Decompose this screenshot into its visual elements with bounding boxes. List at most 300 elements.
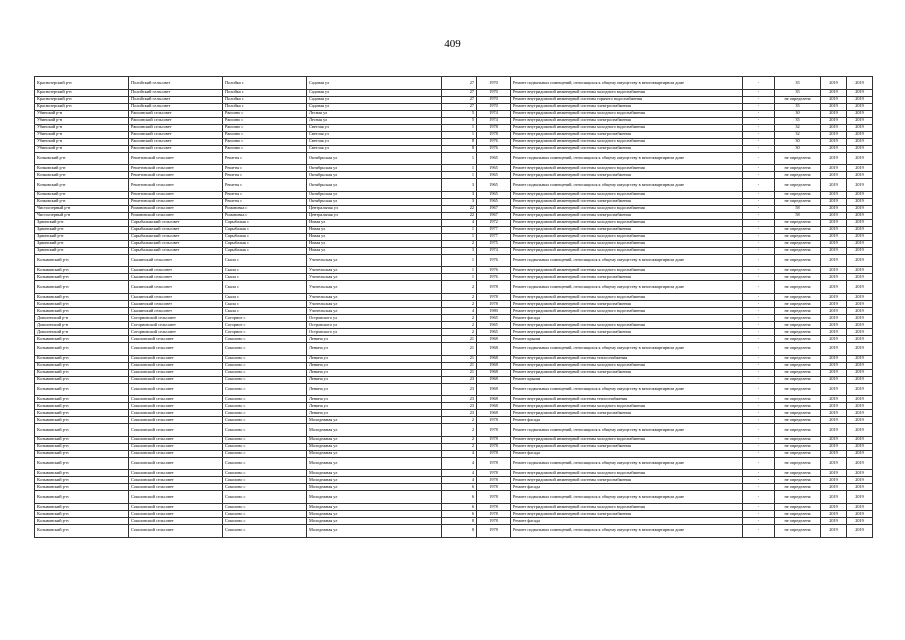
start-year-cell: 2019: [821, 510, 847, 517]
work-type-cell: Ремонт внутридомовой инженерной системы электроснабжения: [511, 212, 743, 219]
street-cell: Лесная ул: [307, 117, 442, 124]
work-type-cell: Ремонт крыши: [511, 335, 743, 342]
house-number-cell: 1: [442, 152, 477, 165]
council-cell: Соколовский сельсовет: [129, 470, 223, 477]
street-cell: Островского ул: [307, 314, 442, 321]
council-cell: Раисинский сельсовет: [129, 110, 223, 117]
house-number-cell: 8: [442, 524, 477, 537]
council-cell: Соколовский сельсовет: [129, 410, 223, 417]
start-year-cell: 2019: [821, 179, 847, 192]
start-year-cell: 2019: [821, 450, 847, 457]
cost-cell: не определена: [775, 510, 821, 517]
work-type-cell: Ремонт внутридомовой инженерной системы холодного водоснабжения: [511, 191, 743, 198]
council-cell: Полойский сельсовет: [129, 77, 223, 90]
district-cell: Колыванский р-н: [35, 300, 129, 307]
end-year-cell: 2019: [847, 503, 873, 510]
work-type-cell: Ремонт внутридомовой инженерной системы холодного водоснабжения: [511, 436, 743, 443]
work-type-cell: Ремонт внутридомовой инженерной системы холодного водоснабжения: [511, 267, 743, 274]
house-number-cell: 21: [442, 342, 477, 355]
start-year-cell: 2019: [821, 110, 847, 117]
work-type-cell: Ремонт внутридомовой инженерной системы электроснабжения: [511, 410, 743, 417]
dash-cell: -: [743, 165, 775, 172]
cost-cell: не определена: [775, 328, 821, 335]
end-year-cell: 2019: [847, 484, 873, 491]
settlement-cell: Соколово с: [223, 355, 307, 362]
settlement-cell: Раисино с: [223, 145, 307, 152]
street-cell: Центральная ул: [307, 212, 442, 219]
end-year-cell: 2019: [847, 226, 873, 233]
end-year-cell: 2019: [847, 254, 873, 267]
settlement-cell: Согорное с: [223, 328, 307, 335]
build-year-cell: 1970: [477, 96, 511, 103]
table-row: [35, 240, 873, 247]
council-cell: Раисинский сельсовет: [129, 124, 223, 131]
council-cell: Скалинский сельсовет: [129, 267, 223, 274]
settlement-cell: Соколово с: [223, 510, 307, 517]
start-year-cell: 2019: [821, 281, 847, 294]
cost-cell: не определена: [775, 307, 821, 314]
house-number-cell: 6: [442, 503, 477, 510]
dash-cell: -: [743, 77, 775, 90]
house-number-cell: 2: [442, 314, 477, 321]
district-cell: Колыванский р-н: [35, 335, 129, 342]
district-cell: Колыванский р-н: [35, 355, 129, 362]
start-year-cell: 2019: [821, 362, 847, 369]
cost-cell: не определена: [775, 362, 821, 369]
street-cell: Молодежная ул: [307, 443, 442, 450]
settlement-cell: Романовка с: [223, 205, 307, 212]
street-cell: Ленина ул: [307, 342, 442, 355]
dash-cell: -: [743, 457, 775, 470]
dash-cell: -: [743, 376, 775, 383]
district-cell: Колыванский р-н: [35, 443, 129, 450]
district-cell: Колыванский р-н: [35, 383, 129, 396]
cost-cell: не определена: [775, 281, 821, 294]
dash-cell: -: [743, 219, 775, 226]
settlement-cell: Скала с: [223, 281, 307, 294]
council-cell: Соколовский сельсовет: [129, 510, 223, 517]
end-year-cell: 2019: [847, 403, 873, 410]
work-type-cell: Ремонт внутридомовой инженерной системы холодного водоснабжения: [511, 165, 743, 172]
table-row: [35, 524, 873, 537]
work-type-cell: Ремонт внутридомовой инженерной системы электроснабжения: [511, 226, 743, 233]
settlement-cell: Полойка с: [223, 89, 307, 96]
settlement-cell: Романовка с: [223, 212, 307, 219]
table-row: [35, 172, 873, 179]
build-year-cell: 1978: [477, 436, 511, 443]
council-cell: Соколовский сельсовет: [129, 450, 223, 457]
street-cell: Светлая ул: [307, 138, 442, 145]
start-year-cell: 2019: [821, 226, 847, 233]
council-cell: Соколовский сельсовет: [129, 436, 223, 443]
settlement-cell: Соколово с: [223, 342, 307, 355]
house-number-cell: 22: [442, 212, 477, 219]
council-cell: Соколовский сельсовет: [129, 424, 223, 437]
council-cell: Романовский сельсовет: [129, 212, 223, 219]
dash-cell: -: [743, 510, 775, 517]
build-year-cell: 1978: [477, 281, 511, 294]
start-year-cell: 2019: [821, 89, 847, 96]
table-row: [35, 110, 873, 117]
cost-cell: не определена: [775, 321, 821, 328]
table-row: [35, 96, 873, 103]
work-type-cell: Ремонт внутридомовой инженерной системы холодного водоснабжения: [511, 293, 743, 300]
cost-cell: не определена: [775, 198, 821, 205]
end-year-cell: 2019: [847, 212, 873, 219]
street-cell: Новая ул: [307, 240, 442, 247]
street-cell: Молодежная ул: [307, 477, 442, 484]
settlement-cell: Решеты с: [223, 165, 307, 172]
build-year-cell: 1976: [477, 274, 511, 281]
dash-cell: -: [743, 484, 775, 491]
district-cell: Краснозерский р-н: [35, 77, 129, 90]
table-row: [35, 307, 873, 314]
council-cell: Скалинский сельсовет: [129, 274, 223, 281]
build-year-cell: 1978: [477, 457, 511, 470]
build-year-cell: 1974: [477, 110, 511, 117]
table-row: [35, 342, 873, 355]
cost-cell: не определена: [775, 172, 821, 179]
settlement-cell: Соколово с: [223, 457, 307, 470]
start-year-cell: 2019: [821, 300, 847, 307]
dash-cell: -: [743, 233, 775, 240]
dash-cell: -: [743, 198, 775, 205]
build-year-cell: 1965: [477, 152, 511, 165]
start-year-cell: 2019: [821, 274, 847, 281]
district-cell: Колыванский р-н: [35, 457, 129, 470]
settlement-cell: Соколово с: [223, 362, 307, 369]
work-type-cell: Ремонт подвальных помещений, относящихся к общему имуществу в многоквартирном доме: [511, 179, 743, 192]
end-year-cell: 2019: [847, 355, 873, 362]
house-number-cell: 8: [442, 145, 477, 152]
end-year-cell: 2019: [847, 165, 873, 172]
street-cell: Учительская ул: [307, 300, 442, 307]
table-row: [35, 335, 873, 342]
district-cell: Кочковский р-н: [35, 198, 129, 205]
district-cell: Убинский р-н: [35, 131, 129, 138]
district-cell: Кочковский р-н: [35, 165, 129, 172]
end-year-cell: 2019: [847, 172, 873, 179]
settlement-cell: Сарыбалык с: [223, 247, 307, 254]
house-number-cell: 27: [442, 89, 477, 96]
street-cell: Молодежная ул: [307, 424, 442, 437]
district-cell: Колыванский р-н: [35, 267, 129, 274]
end-year-cell: 2019: [847, 274, 873, 281]
dash-cell: -: [743, 436, 775, 443]
work-type-cell: Ремонт внутридомовой инженерной системы холодного водоснабжения: [511, 233, 743, 240]
house-number-cell: 2: [442, 424, 477, 437]
build-year-cell: 1967: [477, 205, 511, 212]
district-cell: Здвинский р-н: [35, 240, 129, 247]
table-row: [35, 300, 873, 307]
dash-cell: -: [743, 267, 775, 274]
start-year-cell: 2019: [821, 321, 847, 328]
end-year-cell: 2019: [847, 124, 873, 131]
table-row: [35, 376, 873, 383]
build-year-cell: 1978: [477, 491, 511, 504]
end-year-cell: 2019: [847, 321, 873, 328]
table-row: [35, 267, 873, 274]
table-row: [35, 145, 873, 152]
work-type-cell: Ремонт подвальных помещений, относящихся к общему имуществу в многоквартирном доме: [511, 424, 743, 437]
council-cell: Согорновский сельсовет: [129, 328, 223, 335]
build-year-cell: 1975: [477, 240, 511, 247]
street-cell: Светлая ул: [307, 145, 442, 152]
end-year-cell: 2019: [847, 443, 873, 450]
cost-cell: не определена: [775, 524, 821, 537]
build-year-cell: 1977: [477, 233, 511, 240]
work-type-cell: Ремонт подвальных помещений, относящихся к общему имуществу в многоквартирном доме: [511, 524, 743, 537]
settlement-cell: Согорное с: [223, 314, 307, 321]
house-number-cell: 21: [442, 355, 477, 362]
dash-cell: -: [743, 362, 775, 369]
council-cell: Раисинский сельсовет: [129, 131, 223, 138]
street-cell: Ленина ул: [307, 403, 442, 410]
district-cell: Колыванский р-н: [35, 503, 129, 510]
start-year-cell: 2019: [821, 484, 847, 491]
cost-cell: не определена: [775, 410, 821, 417]
end-year-cell: 2019: [847, 152, 873, 165]
street-cell: Молодежная ул: [307, 484, 442, 491]
cost-cell: не определена: [775, 247, 821, 254]
council-cell: Сарыбалыкский сельсовет: [129, 233, 223, 240]
settlement-cell: Соколово с: [223, 403, 307, 410]
start-year-cell: 2019: [821, 307, 847, 314]
council-cell: Согорновский сельсовет: [129, 321, 223, 328]
end-year-cell: 2019: [847, 457, 873, 470]
settlement-cell: Соколово с: [223, 477, 307, 484]
end-year-cell: 2019: [847, 383, 873, 396]
build-year-cell: 1976: [477, 145, 511, 152]
work-type-cell: Ремонт внутридомовой инженерной системы теплоснабжения: [511, 355, 743, 362]
cost-cell: не определена: [775, 342, 821, 355]
settlement-cell: Соколово с: [223, 369, 307, 376]
dash-cell: -: [743, 396, 775, 403]
settlement-cell: Скала с: [223, 274, 307, 281]
table-row: [35, 436, 873, 443]
end-year-cell: 2019: [847, 96, 873, 103]
work-type-cell: Ремонт подвальных помещений, относящихся к общему имуществу в многоквартирном доме: [511, 342, 743, 355]
dash-cell: -: [743, 274, 775, 281]
table-row: [35, 484, 873, 491]
table-row: [35, 510, 873, 517]
build-year-cell: 1976: [477, 254, 511, 267]
cost-cell: не определена: [775, 491, 821, 504]
table-row: [35, 191, 873, 198]
district-cell: Здвинский р-н: [35, 219, 129, 226]
house-number-cell: 1: [442, 267, 477, 274]
work-type-cell: Ремонт подвальных помещений, относящихся к общему имуществу в многоквартирном доме: [511, 152, 743, 165]
council-cell: Соколовский сельсовет: [129, 524, 223, 537]
council-cell: Сарыбалыкский сельсовет: [129, 240, 223, 247]
street-cell: Молодежная ул: [307, 510, 442, 517]
council-cell: Соколовский сельсовет: [129, 417, 223, 424]
settlement-cell: Решеты с: [223, 198, 307, 205]
build-year-cell: 1965: [477, 321, 511, 328]
district-cell: Колыванский р-н: [35, 403, 129, 410]
start-year-cell: 2019: [821, 517, 847, 524]
street-cell: Учительская ул: [307, 307, 442, 314]
table-row: [35, 424, 873, 437]
cost-cell: не определена: [775, 503, 821, 510]
house-number-cell: 4: [442, 219, 477, 226]
council-cell: Скалинский сельсовет: [129, 300, 223, 307]
street-cell: Ленина ул: [307, 355, 442, 362]
work-type-cell: Ремонт подвальных помещений, относящихся к общему имуществу в многоквартирном доме: [511, 491, 743, 504]
council-cell: Раисинский сельсовет: [129, 145, 223, 152]
house-number-cell: 1: [442, 274, 477, 281]
street-cell: Учительская ул: [307, 281, 442, 294]
dash-cell: -: [743, 172, 775, 179]
work-type-cell: Ремонт внутридомовой инженерной системы холодного водоснабжения: [511, 205, 743, 212]
settlement-cell: Решеты с: [223, 172, 307, 179]
house-number-cell: 6: [442, 484, 477, 491]
house-number-cell: 5: [442, 110, 477, 117]
end-year-cell: 2019: [847, 517, 873, 524]
street-cell: Октябрьская ул: [307, 152, 442, 165]
street-cell: Молодежная ул: [307, 450, 442, 457]
dash-cell: -: [743, 152, 775, 165]
district-cell: Кочковский р-н: [35, 172, 129, 179]
start-year-cell: 2019: [821, 410, 847, 417]
start-year-cell: 2019: [821, 293, 847, 300]
house-number-cell: 21: [442, 362, 477, 369]
district-cell: Колыванский р-н: [35, 436, 129, 443]
settlement-cell: Полойка с: [223, 77, 307, 90]
house-number-cell: 5: [442, 117, 477, 124]
settlement-cell: Раисино с: [223, 131, 307, 138]
work-type-cell: Ремонт фасада: [511, 450, 743, 457]
end-year-cell: 2019: [847, 240, 873, 247]
cost-cell: 35: [775, 89, 821, 96]
street-cell: Островского ул: [307, 321, 442, 328]
build-year-cell: 1965: [477, 172, 511, 179]
work-type-cell: Ремонт фасада: [511, 314, 743, 321]
district-cell: Колыванский р-н: [35, 450, 129, 457]
district-cell: Чистоозерный р-н: [35, 205, 129, 212]
council-cell: Сарыбалыкский сельсовет: [129, 219, 223, 226]
build-year-cell: 1965: [477, 314, 511, 321]
build-year-cell: 1972: [477, 219, 511, 226]
district-cell: Колыванский р-н: [35, 293, 129, 300]
dash-cell: -: [743, 293, 775, 300]
work-type-cell: Ремонт внутридомовой инженерной системы холодного водоснабжения: [511, 247, 743, 254]
street-cell: Молодежная ул: [307, 470, 442, 477]
dash-cell: -: [743, 410, 775, 417]
start-year-cell: 2019: [821, 436, 847, 443]
house-number-cell: 4: [442, 450, 477, 457]
settlement-cell: Соколово с: [223, 517, 307, 524]
cost-cell: 35: [775, 103, 821, 110]
build-year-cell: 1968: [477, 342, 511, 355]
table-row: [35, 457, 873, 470]
house-number-cell: 2: [442, 443, 477, 450]
district-cell: Убинский р-н: [35, 124, 129, 131]
table-row: [35, 198, 873, 205]
settlement-cell: Раисино с: [223, 110, 307, 117]
street-cell: Новая ул: [307, 226, 442, 233]
work-type-cell: Ремонт внутридомовой инженерной системы электроснабжения: [511, 145, 743, 152]
street-cell: Молодежная ул: [307, 457, 442, 470]
district-cell: Колыванский р-н: [35, 477, 129, 484]
settlement-cell: Соколово с: [223, 410, 307, 417]
table-row: [35, 517, 873, 524]
table-row: [35, 281, 873, 294]
start-year-cell: 2019: [821, 77, 847, 90]
work-type-cell: Ремонт внутридомовой инженерной системы холодного водоснабжения: [511, 403, 743, 410]
street-cell: Учительская ул: [307, 274, 442, 281]
cost-cell: 30: [775, 138, 821, 145]
build-year-cell: 1968: [477, 383, 511, 396]
table-row: [35, 503, 873, 510]
cost-cell: 58: [775, 205, 821, 212]
council-cell: Полойский сельсовет: [129, 89, 223, 96]
work-type-cell: Ремонт внутридомовой инженерной системы электроснабжения: [511, 198, 743, 205]
end-year-cell: 2019: [847, 145, 873, 152]
table-row: [35, 477, 873, 484]
settlement-cell: Соколово с: [223, 524, 307, 537]
council-cell: Решетовский сельсовет: [129, 172, 223, 179]
end-year-cell: 2019: [847, 293, 873, 300]
dash-cell: -: [743, 110, 775, 117]
work-type-cell: Ремонт фасада: [511, 517, 743, 524]
end-year-cell: 2019: [847, 436, 873, 443]
cost-cell: не определена: [775, 293, 821, 300]
street-cell: Октябрьская ул: [307, 191, 442, 198]
build-year-cell: 1967: [477, 212, 511, 219]
start-year-cell: 2019: [821, 267, 847, 274]
dash-cell: -: [743, 383, 775, 396]
house-number-cell: 2: [442, 417, 477, 424]
house-number-cell: 8: [442, 517, 477, 524]
dash-cell: -: [743, 314, 775, 321]
house-number-cell: 4: [442, 457, 477, 470]
table-row: [35, 410, 873, 417]
council-cell: Полойский сельсовет: [129, 103, 223, 110]
district-cell: Краснозерский р-н: [35, 103, 129, 110]
build-year-cell: 1978: [477, 300, 511, 307]
council-cell: Соколовский сельсовет: [129, 376, 223, 383]
street-cell: Молодежная ул: [307, 436, 442, 443]
street-cell: Ленина ул: [307, 383, 442, 396]
district-cell: Колыванский р-н: [35, 510, 129, 517]
cost-cell: не определена: [775, 443, 821, 450]
start-year-cell: 2019: [821, 355, 847, 362]
council-cell: Соколовский сельсовет: [129, 517, 223, 524]
build-year-cell: 1968: [477, 410, 511, 417]
cost-cell: не определена: [775, 457, 821, 470]
cost-cell: 58: [775, 212, 821, 219]
work-type-cell: Ремонт внутридомовой инженерной системы электроснабжения: [511, 274, 743, 281]
repair-schedule-table: [34, 76, 873, 538]
build-year-cell: 1968: [477, 396, 511, 403]
house-number-cell: 8: [442, 138, 477, 145]
settlement-cell: Решеты с: [223, 191, 307, 198]
cost-cell: не определена: [775, 376, 821, 383]
cost-cell: 30: [775, 145, 821, 152]
district-cell: Колыванский р-н: [35, 281, 129, 294]
street-cell: Лесная ул: [307, 110, 442, 117]
street-cell: Октябрьская ул: [307, 165, 442, 172]
district-cell: Колыванский р-н: [35, 376, 129, 383]
street-cell: Ленина ул: [307, 396, 442, 403]
dash-cell: -: [743, 342, 775, 355]
start-year-cell: 2019: [821, 219, 847, 226]
cost-cell: не определена: [775, 517, 821, 524]
table-row: [35, 89, 873, 96]
start-year-cell: 2019: [821, 383, 847, 396]
house-number-cell: 23: [442, 376, 477, 383]
